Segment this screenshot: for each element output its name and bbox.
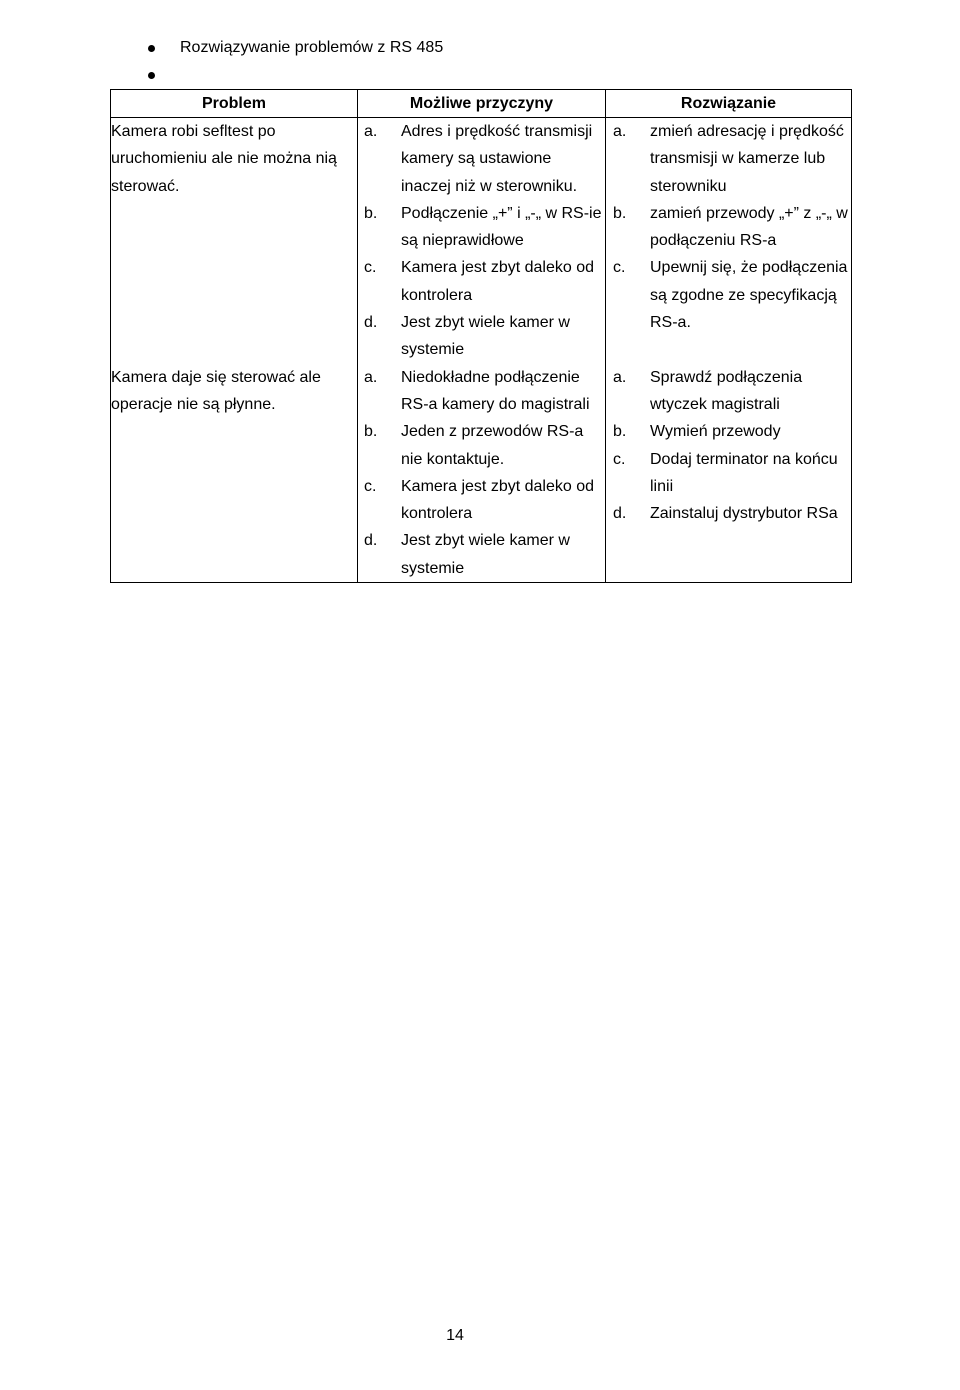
item-text: Kamera jest zbyt daleko od kontrolera xyxy=(401,259,594,304)
item-marker: c. xyxy=(364,477,377,495)
list-item xyxy=(613,118,851,200)
item-text: Jeden z przewodów RS-a nie kontaktuje. xyxy=(401,423,584,468)
item-text: Jest zbyt wiele kamer w systemie xyxy=(401,532,570,577)
list-item xyxy=(364,309,605,364)
list-item xyxy=(613,254,851,336)
section-heading: Rozwiązywanie problemów z RS 485 xyxy=(180,39,444,56)
solutions-list xyxy=(606,118,851,336)
list-item xyxy=(364,473,605,528)
item-text: zmień adresację i prędkość transmisji w kamerze lub sterowniku xyxy=(650,123,844,195)
item-text: Upewnij się, że podłączenia są zgodne ze specyfikacją RS-a. xyxy=(650,259,848,332)
item-text: Dodaj terminator na końcu linii xyxy=(650,450,838,495)
bullet-dot-icon xyxy=(148,72,155,79)
header-causes: Możliwe przyczyny xyxy=(358,90,606,118)
item-text: zamień przewody „+” z „-„ w podłączeniu RS-a xyxy=(650,204,848,250)
item-marker: c. xyxy=(364,259,377,277)
item-marker: b. xyxy=(364,204,378,222)
item-marker: b. xyxy=(613,204,627,222)
item-marker: a. xyxy=(364,123,378,140)
causes-cell xyxy=(358,118,606,364)
item-marker: a. xyxy=(613,123,627,140)
table-row xyxy=(111,118,852,364)
item-text: Kamera jest zbyt daleko od kontrolera xyxy=(401,477,594,523)
header-solutions: Rozwiązanie xyxy=(606,90,852,118)
item-text: Podłączenie „+” i „-„ w RS-ie są nieprawidłowe xyxy=(401,204,602,250)
item-marker: b. xyxy=(613,423,627,441)
list-item xyxy=(613,446,851,501)
item-marker: d. xyxy=(364,314,378,332)
item-marker: d. xyxy=(364,532,378,550)
list-item xyxy=(364,527,605,582)
solutions-list xyxy=(606,364,851,528)
item-text: Sprawdź podłączenia wtyczek magistrali xyxy=(650,368,803,413)
bullet-dot-icon xyxy=(148,45,155,52)
causes-list xyxy=(358,364,605,582)
problem-cell: Kamera daje się sterować ale operacje nie są płynne. xyxy=(111,364,358,583)
item-text: Wymień przewody xyxy=(650,423,781,441)
page-number: 14 xyxy=(446,1327,464,1344)
troubleshooting-table xyxy=(110,89,852,583)
solutions-cell xyxy=(606,118,852,364)
list-item xyxy=(613,418,851,445)
list-item xyxy=(613,200,851,255)
list-item xyxy=(364,254,605,309)
item-marker: c. xyxy=(613,450,626,468)
item-marker: b. xyxy=(364,423,378,441)
list-item xyxy=(613,500,851,527)
problem-cell: Kamera robi sefltest po uruchomieniu ale nie można nią sterować. xyxy=(111,118,358,364)
list-item xyxy=(364,364,605,419)
causes-list xyxy=(358,118,605,364)
list-item xyxy=(364,118,605,200)
item-marker: c. xyxy=(613,259,626,277)
list-item xyxy=(613,364,851,419)
item-text: Niedokładne podłączenie RS-a kamery do magistrali xyxy=(401,368,590,413)
list-item xyxy=(364,418,605,473)
table-row xyxy=(111,364,852,583)
item-marker: d. xyxy=(613,505,627,523)
item-text: Adres i prędkość transmisji kamery są ustawione inaczej niż w sterowniku. xyxy=(401,123,593,195)
item-marker: a. xyxy=(364,368,378,386)
item-marker: a. xyxy=(613,368,627,386)
solutions-cell xyxy=(606,364,852,583)
header-problem: Problem xyxy=(111,90,358,118)
table-header-row xyxy=(111,90,852,118)
item-text: Jest zbyt wiele kamer w systemie xyxy=(401,314,570,359)
item-text: Zainstaluj dystrybutor RSa xyxy=(650,505,838,523)
causes-cell xyxy=(358,364,606,583)
list-item xyxy=(364,200,605,255)
